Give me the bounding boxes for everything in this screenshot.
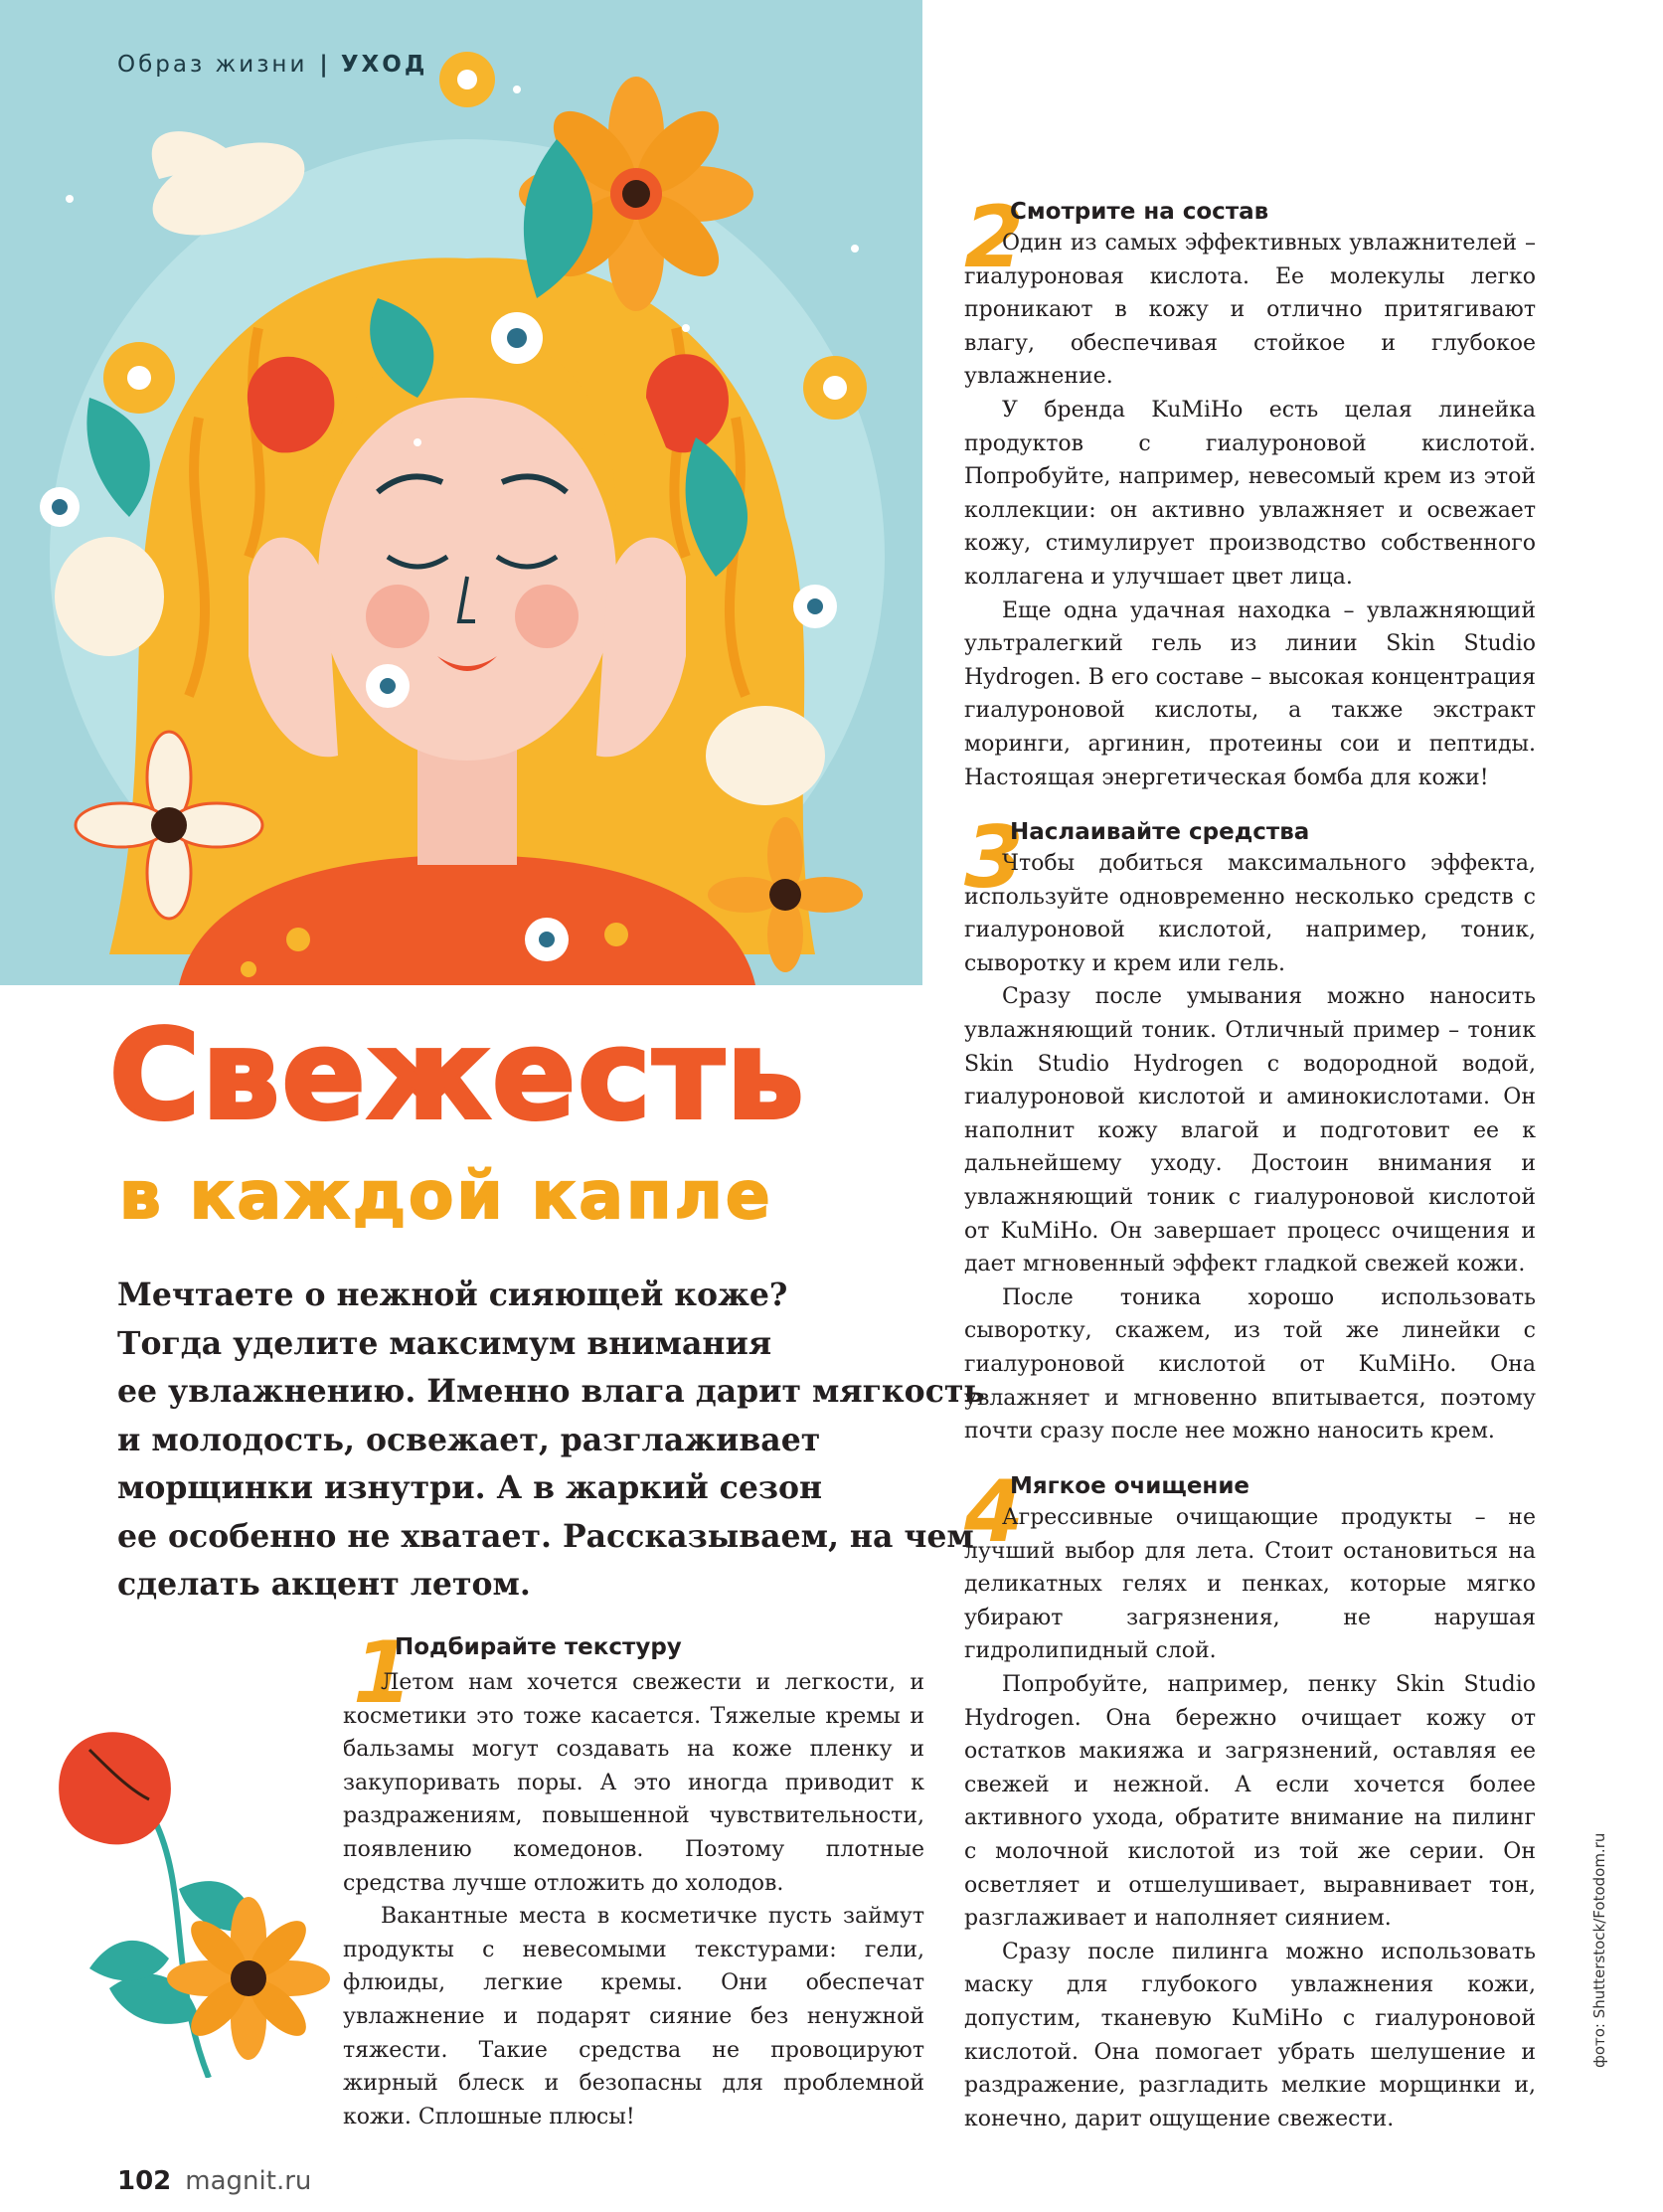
section-number: 3 xyxy=(964,808,1024,908)
section-title: Смотрите на состав xyxy=(1010,199,1269,225)
section-body xyxy=(964,1501,1536,2135)
paragraph: Сразу после умывания можно наносить увлажняющий тоник. Отличный пример – тоник Skin Studio Hydrogen с водородной водой, гиалуроновой кислотой и аминокислотами. Он наполнит кожу влагой и подготовит ее к дальнейшему уходу. Достоин внимания и увлажняющий тоник с гиалуроновой кислотой от KuMiHo. Он завершает процесс очищения и дает мгновенный эффект гладкой свежей кожи. xyxy=(964,984,1536,1277)
lead-line: и молодость, освежает, разглаживает xyxy=(117,1421,821,1458)
section-number: 1 xyxy=(353,1623,413,1723)
flowers-decoration xyxy=(50,1690,338,2078)
section-title: Наслаивайте средства xyxy=(1010,819,1310,845)
hero-illustration xyxy=(0,0,922,985)
section-number: 2 xyxy=(964,188,1024,287)
site-url: magnit.ru xyxy=(185,2166,312,2196)
article-subtitle: в каждой капле xyxy=(119,1157,773,1234)
lead-line: морщинки изнутри. А в жаркий сезон xyxy=(117,1469,823,1506)
section-title: Подбирайте текстуру xyxy=(395,1634,682,1660)
paragraph: Один из самых эффективных увлажнителей – гиалуроновая кислота. Ее молекулы легко проникают в кожу и отлично притягивают влагу, обеспечивая стойкое и глубокое увлажнение. xyxy=(964,231,1536,390)
paragraph: У бренда KuMiHo есть целая линейка продуктов с гиалуроновой кислотой. Попробуйте, например, невесомый крем из этой коллекции: он активно увлажняет и освежает кожу, стимулирует производство собственного коллагена и улучшает цвет лица. xyxy=(964,397,1536,590)
section-body xyxy=(964,227,1536,794)
section-body xyxy=(343,1666,924,2133)
section-title: Мягкое очищение xyxy=(1010,1473,1250,1499)
lead-line: Мечтаете о нежной сияющей коже? xyxy=(117,1276,788,1313)
paragraph: Чтобы добиться максимального эффекта, используйте одновременно несколько средств с гиалуроновой кислотой, например, тоник, сыворотку и крем или гель. xyxy=(964,851,1536,976)
paragraph: Попробуйте, например, пенку Skin Studio Hydrogen. Она бережно очищает кожу от остатков макияжа и загрязнений, оставляя ее свежей и нежной. А если хочется более активного ухода, обратите внимание на пилинг с молочной кислотой из той же серии. Он осветляет и отшелушивает, выравнивает тон, разглаживает и наполняет сиянием. xyxy=(964,1671,1536,1932)
page-number: 102 xyxy=(117,2166,172,2196)
section-body xyxy=(964,847,1536,1448)
lead-paragraph xyxy=(117,1272,985,1610)
section-1 xyxy=(343,1623,924,2167)
paragraph: После тоника хорошо использовать сыворотку, скажем, из той же линейки с гиалуроновой кислотой от KuMiHo. Она увлажняет и мгновенно впитывается, поэтому почти сразу после нее можно наносить крем. xyxy=(964,1284,1536,1445)
photo-credit: фото: Shutterstock/Fotodom.ru xyxy=(1590,1832,1608,2068)
category-name: УХОД xyxy=(340,52,428,78)
lead-line: ее увлажнению. Именно влага дарит мягкость xyxy=(117,1373,985,1410)
lead-line: сделать акцент летом. xyxy=(117,1566,531,1603)
header-separator: | xyxy=(319,52,331,78)
section-2 xyxy=(964,188,1536,791)
section-name: Образ жизни xyxy=(117,52,308,78)
section-4 xyxy=(964,1462,1536,2131)
woman-with-flowers-illustration xyxy=(0,0,922,985)
section-header xyxy=(117,52,427,78)
lead-line: Тогда уделите максимум внимания xyxy=(117,1324,772,1362)
paragraph: Агрессивные очищающие продукты – не лучший выбор для лета. Стоит остановиться на деликатных гелях и пенках, которые мягко убирают загрязнения, не нарушая гидролипидный слой. xyxy=(964,1505,1536,1664)
page-footer xyxy=(117,2166,311,2196)
paragraph: Еще одна удачная находка – увлажняющий ультралегкий гель из линии Skin Studio Hydrogen. В его составе – высокая концентрация гиалуроновой кислоты, а также экстракт моринги, аргинин, протеины сои и пептиды. Настоящая энергетическая бомба для кожи! xyxy=(964,597,1536,790)
lead-line: ее особенно не хватает. Рассказываем, на чем xyxy=(117,1517,974,1555)
paragraph: Вакантные места в косметичке пусть займут продукты с невесомыми текстурами: гели, флюиды, легкие кремы. Они обеспечат увлажнение и подарят сияние без ненужной тяжести. Такие средства не провоцируют жирный блеск и безопасны для проблемной кожи. Сплошные плюсы! xyxy=(343,1904,924,2129)
paragraph: Летом нам хочется свежести и легкости, и косметики это тоже касается. Тяжелые кремы и бальзамы могут создавать на коже пленку и закупоривать поры. А это иногда приводит к раздражениям, повышенной чувствительности, появлению комедонов. Поэтому плотные средства лучше отложить до холодов. xyxy=(343,1670,924,1896)
article-title: Свежесть xyxy=(109,1004,806,1147)
section-number: 4 xyxy=(964,1462,1024,1562)
section-3 xyxy=(964,808,1536,1451)
paragraph: Сразу после пилинга можно использовать маску для глубокого увлажнения кожи, допустим, тканевую KuMiHo с гиалуроновой кислотой. Она помогает убрать шелушение и раздражение, разгладить мелкие морщинки и, конечно, дарит ощущение свежести. xyxy=(964,1939,1536,2131)
